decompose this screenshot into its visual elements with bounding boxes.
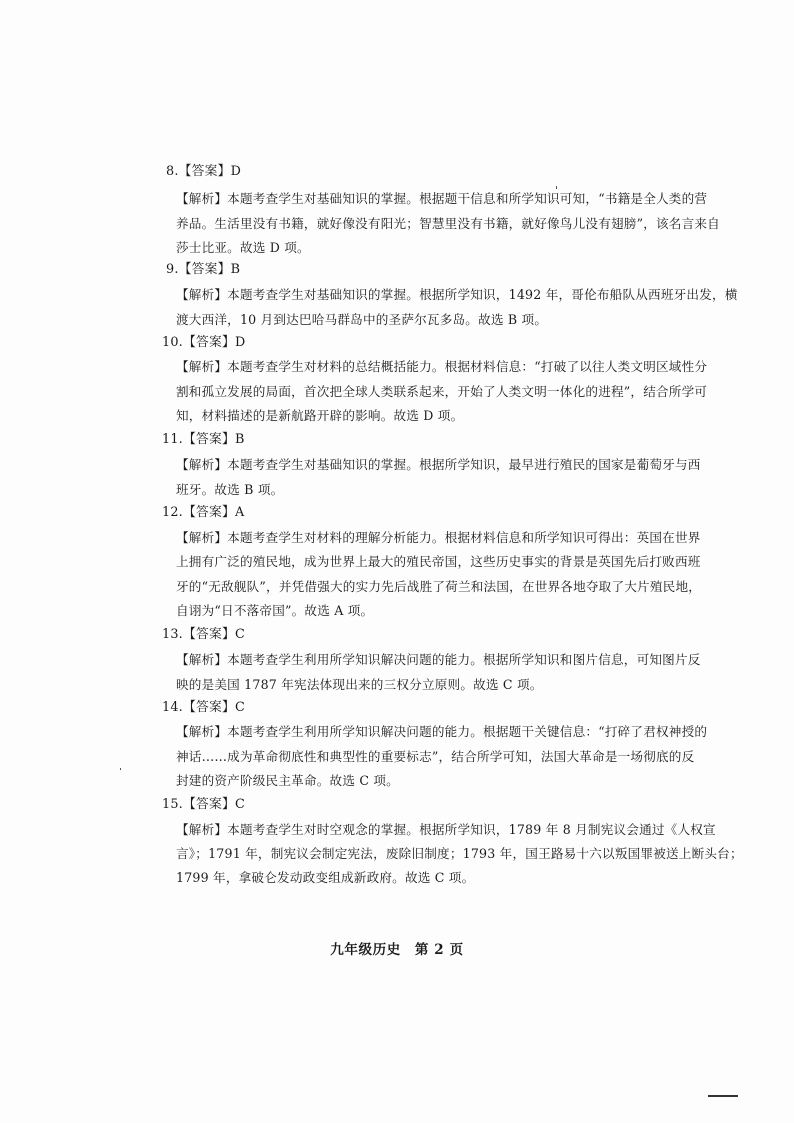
- answer-label-q12: 12.【答案】A: [162, 505, 245, 520]
- answer-label-q8: 8.【答案】D: [166, 164, 242, 179]
- analysis-line: 言》；1791 年，制宪议会制定宪法，废除旧制度；1793 年，国王路易十六以叛国罪被送上断头台；: [176, 846, 743, 861]
- analysis-line: 自诩为“日不落帝国”。故选 A 项。: [176, 603, 374, 618]
- answer-label-q14: 14.【答案】C: [162, 700, 245, 715]
- answer-label-q11: 11.【答案】B: [162, 432, 245, 447]
- analysis-line: 【解析】本题考查学生利用所学知识解决问题的能力。根据所学知识和图片信息，可知图片反: [176, 652, 701, 667]
- answer-label-q13: 13.【答案】C: [162, 627, 245, 642]
- analysis-line: 1799 年，拿破仑发动政变组成新政府。故选 C 项。: [176, 870, 475, 885]
- analysis-line: 【解析】本题考查学生对基础知识的掌握。根据题干信息和所学知识可知，“书籍是全人类的营: [176, 191, 708, 206]
- answer-label-q15: 15.【答案】C: [162, 797, 245, 812]
- scan-mark: [708, 1095, 738, 1097]
- analysis-line: 神话……成为革命彻底性和典型性的重要标志”，结合所学可知，法国大革命是一场彻底的反: [176, 749, 695, 764]
- analysis-line: 【解析】本题考查学生对时空观念的掌握。根据所学知识，1789 年 8 月制宪议会通过《人权宣: [176, 822, 716, 837]
- analysis-line: 映的是美国 1787 年宪法体现出来的三权分立原则。故选 C 项。: [176, 677, 543, 692]
- page-footer: 九年级历史 第 2 页: [330, 942, 464, 958]
- analysis-line: 上拥有广泛的殖民地，成为世界上最大的殖民帝国，这些历史事实的背景是英国先后打败西班: [176, 554, 701, 569]
- analysis-line: 莎士比亚。故选 D 项。: [176, 240, 310, 255]
- scan-speck: [556, 186, 557, 189]
- analysis-line: 渡大西洋，10 月到达巴哈马群岛中的圣萨尔瓦多岛。故选 B 项。: [176, 312, 548, 327]
- answer-label-q9: 9.【答案】B: [166, 262, 241, 277]
- analysis-line: 【解析】本题考查学生对材料的理解分析能力。根据材料信息和所学知识可得出：英国在世界: [176, 530, 701, 545]
- scan-speck: [120, 768, 121, 770]
- analysis-line: 【解析】本题考查学生利用所学知识解决问题的能力。根据题干关键信息：“打碎了君权神授的: [176, 724, 708, 739]
- analysis-line: 知，材料描述的是新航路开辟的影响。故选 D 项。: [176, 408, 464, 423]
- analysis-line: 【解析】本题考查学生对基础知识的掌握。根据所学知识，最早进行殖民的国家是葡萄牙与西: [176, 457, 701, 472]
- analysis-line: 割和孤立发展的局面，首次把全球人类联系起来，开始了人类文明一体化的进程”，结合所学可: [176, 384, 708, 399]
- analysis-line: 封建的资产阶级民主革命。故选 C 项。: [176, 773, 399, 788]
- answer-label-q10: 10.【答案】D: [162, 335, 246, 350]
- analysis-line: 养品。生活里没有书籍，就好像没有阳光；智慧里没有书籍，就好像鸟儿没有翅膀”，该名言来自: [176, 216, 720, 231]
- analysis-line: 【解析】本题考查学生对基础知识的掌握。根据所学知识，1492 年，哥伦布船队从西班牙出发，横: [176, 287, 738, 302]
- analysis-line: 【解析】本题考查学生对材料的总结概括能力。根据材料信息：“打破了以往人类文明区域性分: [176, 359, 708, 374]
- analysis-line: 班牙。故选 B 项。: [176, 482, 284, 497]
- analysis-line: 牙的“无敌舰队”，并凭借强大的实力先后战胜了荷兰和法国，在世界各地夺取了大片殖民地，: [176, 579, 702, 594]
